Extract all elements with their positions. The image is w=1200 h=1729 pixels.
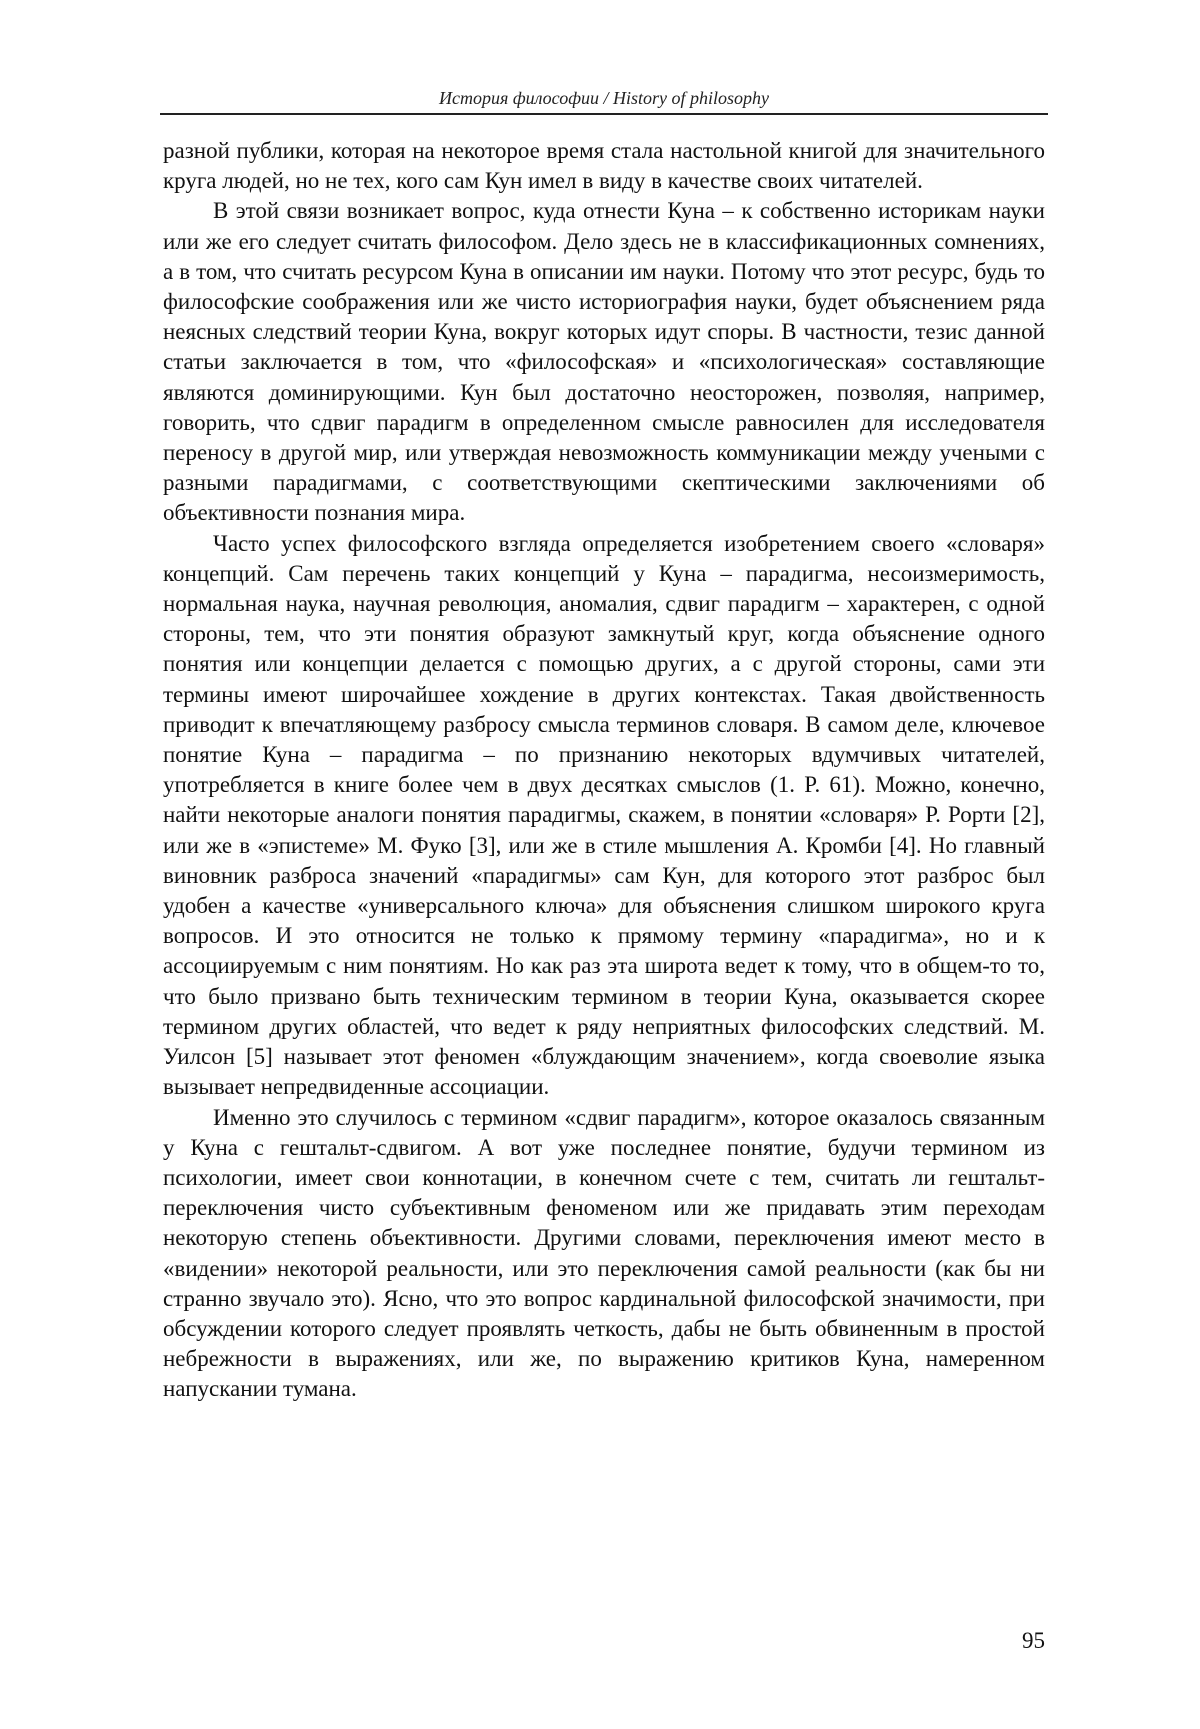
paragraph-continuation: разной публики, которая на некоторое время стала настольной книгой для значительного круга людей, но не тех, кого сам Кун имел в виду в качестве своих читателей.	[163, 138, 1045, 194]
page-number: 95	[1022, 1628, 1045, 1653]
article-body	[163, 136, 1045, 1405]
paragraph: Именно это случилось с термином «сдвиг парадигм», которое оказалось связанным у Куна с гештальт-сдвигом. А вот уже последнее понятие, будучи термином из психологии, имеет свои коннотации, в конечном счете с тем, считать ли гештальт-переключения чисто субъективным феноменом или же придавать этим переходам некоторую степень объективности. Другими словами, переключения имеют место в «видении» некоторой реальности, или это переключения самой реальности (как бы ни странно звучало это). Ясно, что это вопрос кардинальной философской значимости, при обсуждении которого следует проявлять четкость, дабы не быть обвиненным в простой небрежности в выражениях, или же, по выражению критиков Куна, намеренном напускании тумана.	[163, 1104, 1045, 1402]
paragraph: В этой связи возникает вопрос, куда отнести Куна – к собственно историкам науки или же его следует считать философом. Дело здесь не в классификационных сомнениях, а в том, что считать ресурсом Куна в описании им науки. Потому что этот ресурс, будь то философские соображения или же чисто историография науки, будет объяснением ряда неясных следствий теории Куна, вокруг которых идут споры. В частности, тезис данной статьи заключается в том, что «философская» и «психологическая» составляющие являются доминирующими. Кун был достаточно неосторожен, позволяя, например, говорить, что сдвиг парадигм в определенном смысле равносилен для исследователя переносу в другой мир, или утверждая невозможность коммуникации между учеными с разными парадигмами, с соответствующими скептическими заключениями об объективности познания мира.	[163, 198, 1045, 526]
paragraph: Часто успех философского взгляда определяется изобретением своего «словаря» концепций. Сам перечень таких концепций у Куна – парадигма, несоизмеримость, нормальная наука, научная революция, аномалия, сдвиг парадигм – характерен, с одной стороны, тем, что эти понятия образуют замкнутый круг, когда объяснение одного понятия или концепции делается с помощью других, а с другой стороны, сами эти термины имеют широчайшее хождение в других контекстах. Такая двойственность приводит к впечатляющему разбросу смысла терминов словаря. В самом деле, ключевое понятие Куна – парадигма – по признанию некоторых вдумчивых читателей, употребляется в книге более чем в двух десятках смыслов (1. P. 61). Можно, конечно, найти некоторые аналоги понятия парадигмы, скажем, в понятии «словаря» Р. Рорти [2], или же в «эпистеме» М. Фуко [3], или же в стиле мышления А. Кромби [4]. Но главный виновник разброса значений «парадигмы» сам Кун, для которого этот разброс был удобен а качестве «универсального ключа» для объяснения слишком широкого круга вопросов. И это относится не только к прямому термину «парадигма», но и к ассоциируемым с ним понятиям. Но как раз эта широта ведет к тому, что в общем-то то, что было призвано быть техническим термином в теории Куна, оказывается скорее термином других областей, что ведет к ряду неприятных философских следствий. М. Уилсон [5] называет этот феномен «блуждающим значением», когда своеволие языка вызывает непредвиденные ассоциации.	[163, 530, 1045, 1100]
running-head: История философии / History of philosophy	[438, 88, 770, 108]
header-rule	[160, 113, 1048, 115]
